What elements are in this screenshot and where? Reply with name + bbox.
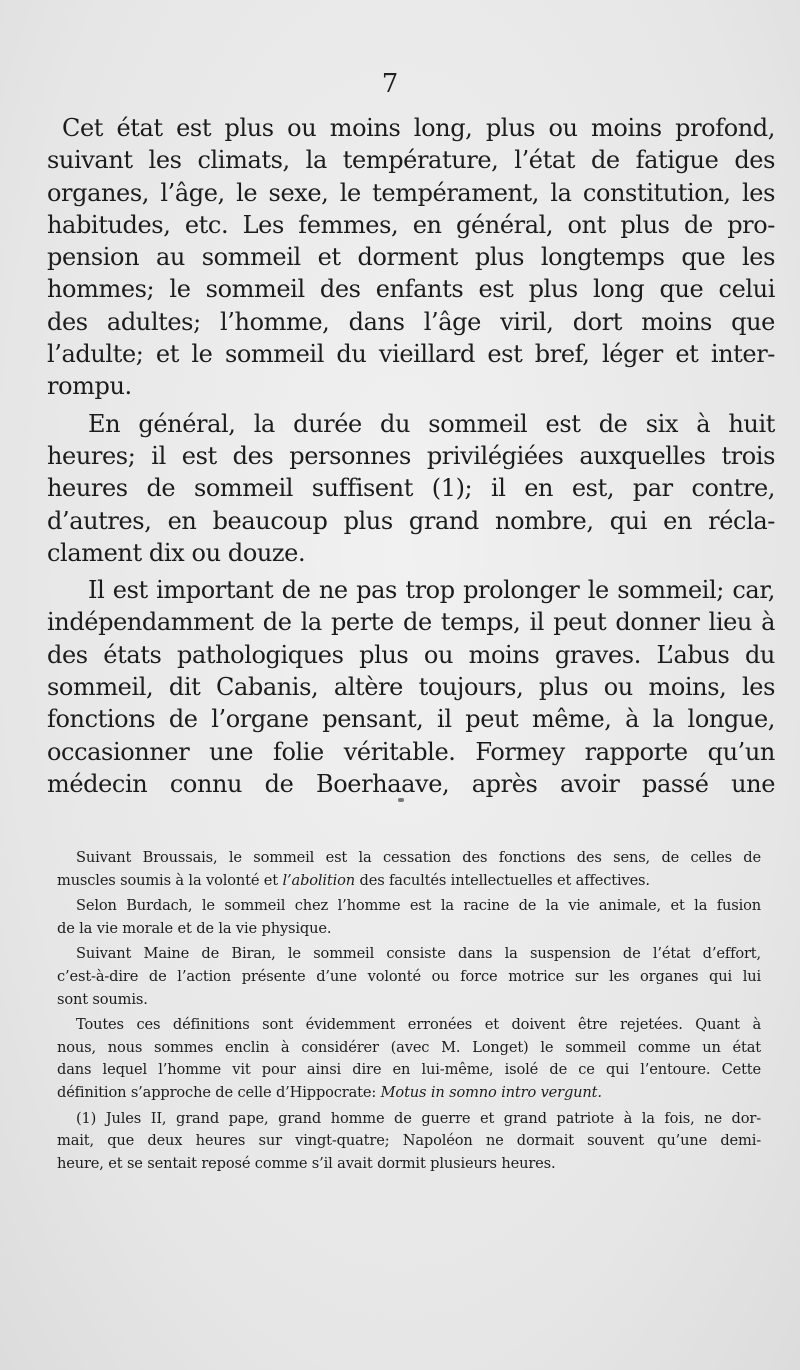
footnote-line: Selon Burdach, le sommeil chez l’homme est la racine de la vie animale, et la fusion	[76, 897, 761, 915]
text-line: pension au sommeil et dorment plus longtemps que les	[47, 243, 775, 272]
main-text	[47, 112, 775, 800]
footnote-line	[57, 1082, 761, 1105]
footnote-broussais	[57, 847, 761, 892]
text-line: Cet état est plus ou moins long, plus ou moins profond,	[62, 114, 775, 142]
paragraph-sleep-duration-factors	[47, 112, 775, 403]
text-line: habitudes, etc. Les femmes, en général, ont plus de pro-	[47, 210, 775, 239]
footnote-line: Suivant Broussais, le sommeil est la cessation des fonctions des sens, de celles de	[76, 849, 761, 866]
text-line: des états pathologiques plus ou moins graves. L’abus du	[47, 640, 775, 669]
section-separator-dot	[398, 798, 404, 802]
text-line: fonctions de l’organe pensant, il peut même, à la longue,	[47, 705, 775, 734]
text-line: suivant les climats, la température, l’état de fatigue des	[47, 146, 775, 175]
footnote-line: heure, et se sentait reposé comme s’il avait dormit plusieurs heures.	[57, 1154, 556, 1172]
text-line: sommeil, dit Cabanis, altère toujours, plus ou moins, les	[47, 673, 775, 702]
footnote-line: nous, nous sommes enclin à considérer (avec M. Longet) le sommeil comme un état	[57, 1038, 761, 1056]
text-line: En général, la durée du sommeil est de six à huit	[88, 409, 775, 438]
footnote-line: (1) Jules II, grand pape, grand homme de guerre et grand patriote à la fois, ne dor-	[76, 1109, 761, 1127]
text-line: d’autres, en beaucoup plus grand nombre, qui en récla-	[47, 506, 775, 535]
footnote-burdach	[57, 895, 761, 940]
footnote-definitions	[57, 1014, 761, 1104]
text-line: des adultes; l’homme, dans l’âge viril, dort moins que	[47, 307, 775, 336]
footnote-italic-term: l’abolition	[282, 871, 356, 889]
footnote-line: c’est-à-dire de l’action présente d’une volonté ou force motrice sur les organes qui lui	[57, 967, 761, 985]
hippocrates-quote: Motus in somno intro vergunt.	[380, 1083, 602, 1101]
footnote-line: Suivant Maine de Biran, le sommeil consiste dans la suspension de l’état d’effort,	[76, 945, 761, 963]
text-line: indépendamment de la perte de temps, il peut donner lieu à	[47, 608, 775, 637]
footnote-line: dans lequel l’homme vit pour ainsi dire en lui-même, isolé de ce qui l’entoure. Cette	[57, 1061, 761, 1079]
footnote-text: muscles soumis à la volonté et	[57, 871, 283, 889]
footnote-line: de la vie morale et de la vie physique.	[57, 919, 332, 937]
text-line: Il est important de ne pas trop prolonger le sommeil; car,	[88, 576, 775, 605]
footnote-text: définition s’approche de celle d’Hippocrate:	[57, 1083, 381, 1101]
text-line: hommes; le sommeil des enfants est plus long que celui	[47, 275, 775, 304]
footnote-line	[57, 870, 761, 893]
footnote-line: mait, que deux heures sur vingt-quatre; Napoléon ne dormait souvent qu’une demi-	[57, 1132, 761, 1150]
text-line: occasionner une folie véritable. Formey rapporte qu’un	[47, 737, 775, 766]
text-line: l’adulte; et le sommeil du vieillard est bref, léger et inter-	[47, 340, 775, 369]
text-line: médecin connu de Boerhaave, après avoir passé une	[47, 769, 775, 798]
footnotes	[57, 847, 761, 1175]
text-line: heures; il est des personnes privilégiées auxquelles trois	[47, 441, 775, 470]
page-number: 7	[381, 69, 399, 99]
paragraph-oversleeping	[47, 574, 775, 800]
footnote-text: des facultés intellectuelles et affectives.	[355, 871, 650, 889]
footnote-line: sont soumis.	[57, 990, 148, 1008]
footnote-line: Toutes ces définitions sont évidemment erronées et doivent être rejetées. Quant à	[76, 1016, 761, 1034]
text-line: clament dix ou douze.	[47, 538, 306, 567]
text-line: organes, l’âge, le sexe, le tempérament, la constitution, les	[47, 178, 775, 207]
text-line: heures de sommeil suffisent (1); il en est, par contre,	[47, 474, 775, 503]
paragraph-sleep-hours	[47, 408, 775, 569]
footnote-maine-de-biran	[57, 943, 761, 1011]
footnote-1-jules-ii	[57, 1108, 761, 1176]
text-line: rompu.	[47, 372, 132, 401]
